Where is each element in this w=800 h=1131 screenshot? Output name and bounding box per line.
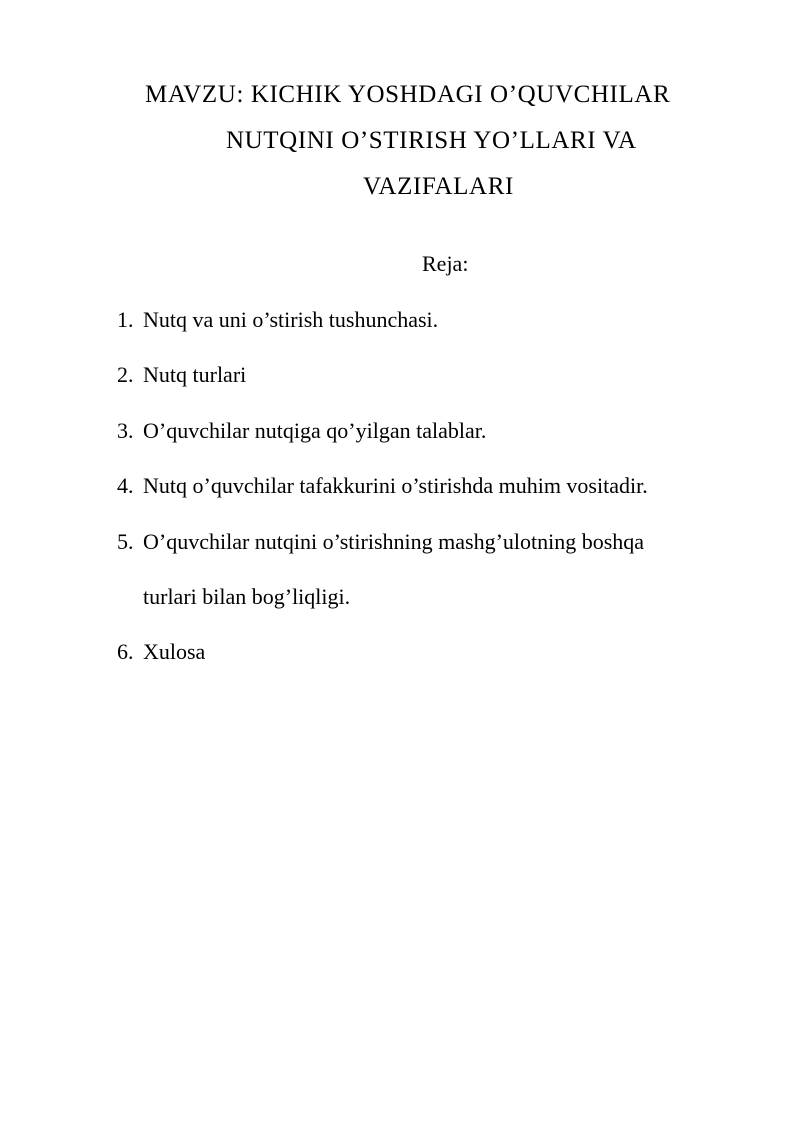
plan-heading: Reja: [422, 251, 469, 276]
plan-item-number: 6. [117, 639, 134, 664]
plan-item-number: 2. [117, 362, 134, 387]
plan-item-number: 5. [117, 529, 134, 554]
plan-item-text: Nutq turlari [143, 362, 247, 387]
plan-item-text: O’quvchilar nutqini o’stirishning mashg’ulotning boshqa [143, 529, 645, 554]
title-line-2: NUTQINI O’STIRISH YO’LLARI VA [226, 127, 637, 154]
title-line-1: MAVZU: KICHIK YOSHDAGI O’QUVCHILAR [145, 81, 671, 108]
plan-item-number: 4. [117, 473, 134, 498]
plan-item-text: Nutq va uni o’stirish tushunchasi. [143, 307, 439, 332]
title-line-3: VAZIFALARI [363, 173, 514, 200]
plan-item-number: 1. [117, 307, 134, 332]
plan-item-number: 3. [117, 418, 134, 443]
plan-item-text: Nutq o’quvchilar tafakkurini o’stirishda muhim vositadir. [143, 473, 648, 498]
plan-item-text: O’quvchilar nutqiga qo’yilgan talablar. [143, 418, 487, 443]
plan-item-text: Xulosa [143, 639, 206, 664]
plan-item-text: turlari bilan bog’liqligi. [143, 584, 351, 609]
